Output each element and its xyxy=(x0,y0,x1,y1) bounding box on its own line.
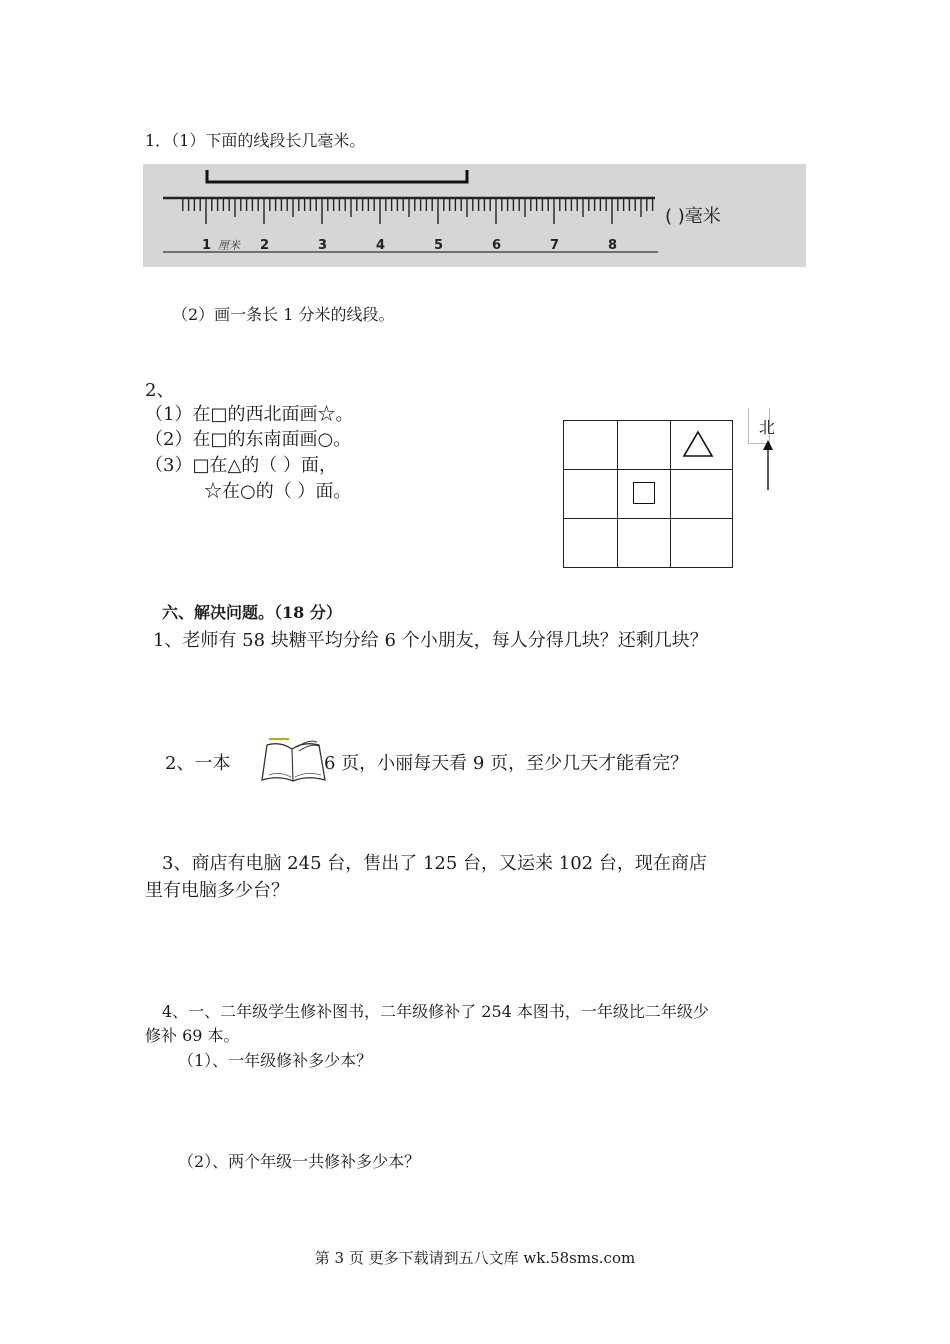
problem-4-sub1: （1）、一年级修补多少本？ xyxy=(178,1051,373,1070)
problem-4-line1: 4、一、二年级学生修补图书，二年级修补了 254 本图书，一年级比二年级少 xyxy=(162,1002,709,1021)
problem-3-line1: 3、商店有电脑 245 台，售出了 125 台，又运来 102 台，现在商店 xyxy=(162,853,707,874)
ruler-answer: ( )毫米 xyxy=(665,206,721,227)
q2-line1: （1）在□的西北面画☆。 xyxy=(145,404,354,425)
q2-line2: （2）在□的东南面画○。 xyxy=(145,429,352,450)
problem-2-rest: 6 页，小丽每天看 9 页，至少几天才能看完？ xyxy=(324,753,689,774)
problem-3-line2: 里有电脑多少台？ xyxy=(145,880,289,901)
q1-part2: （2）画一条长 1 分米的线段。 xyxy=(172,305,395,324)
q2-number: 2、 xyxy=(145,380,175,401)
ruler-label: 4 xyxy=(376,238,386,253)
north-label: 北 xyxy=(759,418,776,437)
ruler-label: 7 xyxy=(550,238,560,253)
ruler-label: 8 xyxy=(608,238,618,253)
problem-2-start: 2、一本 xyxy=(165,753,231,774)
book-icon xyxy=(257,735,329,785)
problem-4-sub2: （2）、两个年级一共修补多少本？ xyxy=(178,1152,421,1171)
triangle-icon xyxy=(682,430,714,458)
q2-line3: （3）□在△的（ ）面， xyxy=(145,455,338,476)
ruler-label: 5 xyxy=(434,238,444,253)
north-arrow-icon xyxy=(760,440,776,492)
direction-grid xyxy=(563,420,733,568)
q2-line4: ☆在○的（ ）面。 xyxy=(204,481,352,502)
problem-4-line2: 修补 69 本。 xyxy=(145,1026,240,1045)
q1-title: 1．（1）下面的线段长几毫米。 xyxy=(145,131,366,150)
ruler-label: 2 xyxy=(260,238,270,253)
section6-heading: 六、解决问题。（18 分） xyxy=(162,603,342,622)
measured-segment xyxy=(207,170,467,182)
ruler-cm-text: 厘米 xyxy=(218,239,240,252)
ruler-image xyxy=(143,164,806,267)
page-footer: 第 3 页 更多下载请到五八文库 wk.58sms.com xyxy=(314,1249,636,1267)
ruler-label: 3 xyxy=(318,238,328,253)
square-icon xyxy=(633,482,655,504)
ruler-label: 1 xyxy=(202,238,212,253)
problem-1: 1、老师有 58 块糖平均分给 6 个小朋友，每人分得几块？还剩几块？ xyxy=(153,630,708,651)
ruler-label: 6 xyxy=(492,238,502,253)
